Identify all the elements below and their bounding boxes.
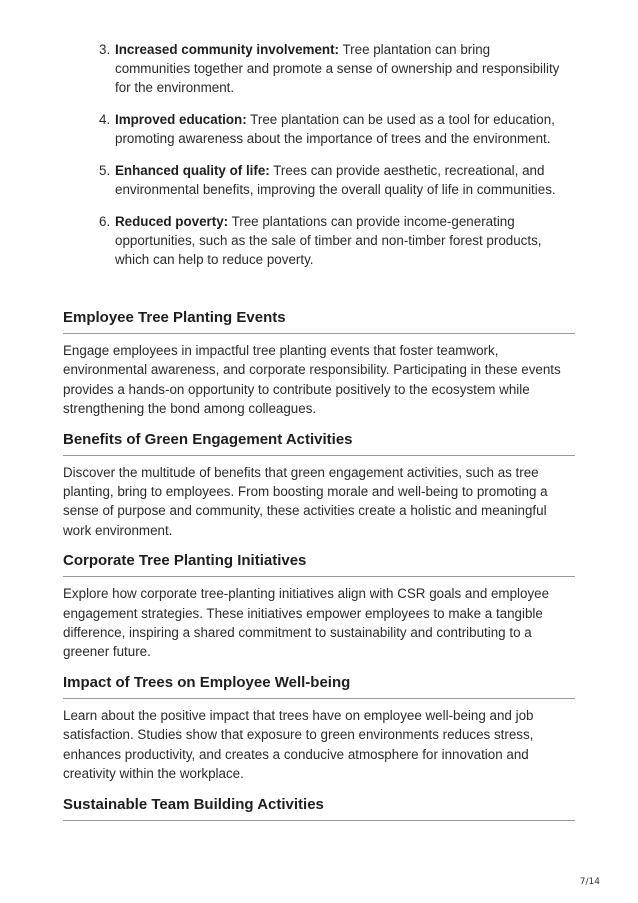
section-body: Discover the multitude of benefits that green engagement activities, such as tree planting, bring to employees. From boosting morale and well-being to promoting a sense of purpose and community, these activities create a holistic and meaningful work environment.: [63, 464, 548, 538]
list-item-number: 6.: [99, 214, 111, 229]
section-heading: Benefits of Green Engagement Activities: [63, 430, 575, 456]
list-item-number: 4.: [99, 112, 111, 127]
list-item-title: Enhanced quality of life:: [115, 163, 270, 178]
section-sustainable-team-building: [63, 795, 575, 821]
section-impact-of-trees-on-well-being: [63, 673, 575, 784]
list-item-text: Trees can provide aesthetic, recreational, and environmental benefits, improving the overall quality of life in communities.: [115, 163, 556, 197]
section-body: Engage employees in impactful tree planting events that foster teamwork, environmental awareness, and corporate responsibility. Participating in these events provides a hands-on opportunity to contribute positively to the ecosystem while strengthening the bond among colleagues.: [63, 343, 561, 417]
list-item-text: Tree plantation can bring communities together and promote a sense of ownership and responsibility for the environment.: [115, 42, 560, 95]
section-heading: Sustainable Team Building Activities: [63, 795, 575, 821]
list-item: [63, 40, 563, 97]
list-item-title: Increased community involvement:: [115, 42, 339, 57]
section-heading: Impact of Trees on Employee Well-being: [63, 673, 575, 699]
list-item-text: Tree plantation can be used as a tool for education, promoting awareness about the importance of trees and the environment.: [115, 112, 555, 146]
list-item: [63, 212, 563, 269]
content-sections: [63, 308, 575, 832]
list-item-text: Tree plantations can provide income-generating opportunities, such as the sale of timber and non-timber forest products, which can help to reduce poverty.: [115, 214, 542, 267]
list-item: [63, 110, 563, 148]
list-item-number: 5.: [99, 163, 111, 178]
page-number: 7/14: [579, 877, 600, 887]
section-body: Explore how corporate tree-planting initiatives align with CSR goals and employee engagement strategies. These initiatives empower employees to make a tangible difference, inspiring a shared commitment to sustainability and contributing to a greener future.: [63, 586, 550, 660]
section-heading: Employee Tree Planting Events: [63, 308, 575, 334]
section-employee-tree-planting-events: [63, 308, 575, 419]
section-heading: Corporate Tree Planting Initiatives: [63, 551, 575, 577]
benefits-list: [63, 40, 563, 282]
section-body: Learn about the positive impact that trees have on employee well-being and job satisfaction. Studies show that exposure to green environments reduces stress, enhances productivity, and creates a conducive atmosphere for innovation and creativity within the workplace.: [63, 707, 534, 782]
section-benefits-of-green-engagement: [63, 430, 575, 541]
list-item-number: 3.: [99, 42, 111, 57]
list-item: [63, 161, 563, 199]
section-corporate-tree-planting-initiatives: [63, 551, 575, 662]
list-item-title: Reduced poverty:: [115, 214, 229, 229]
list-item-title: Improved education:: [115, 112, 247, 127]
